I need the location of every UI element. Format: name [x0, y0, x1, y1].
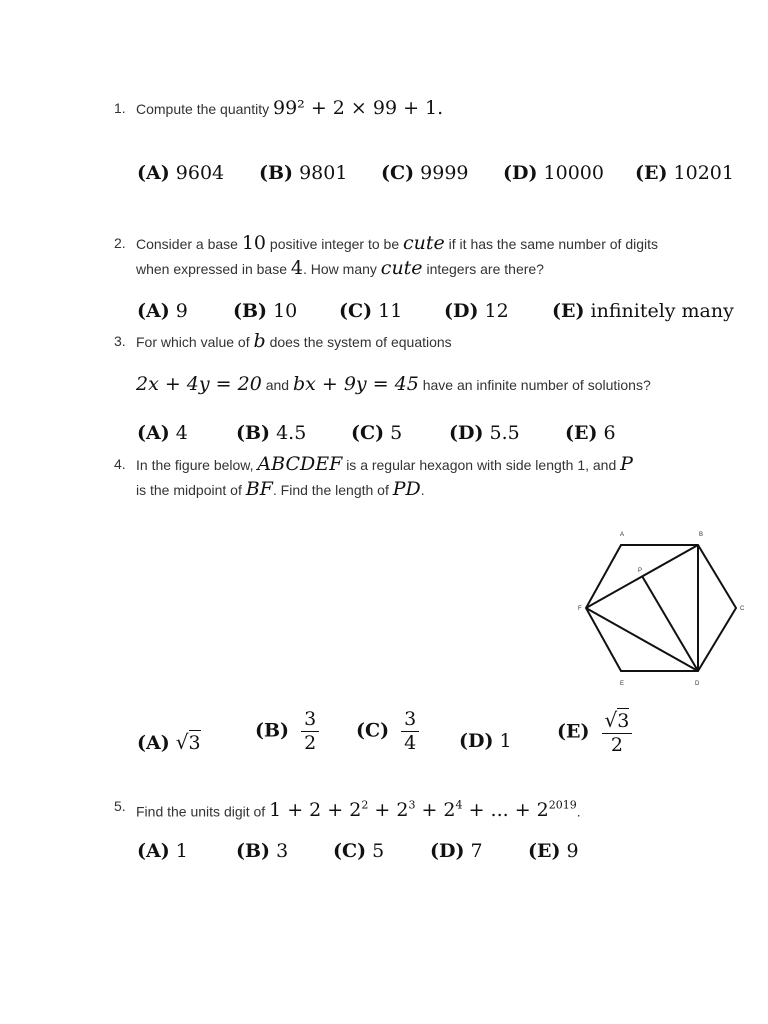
choice-value: 4.5 — [276, 422, 307, 444]
problem-math: 10 — [241, 232, 267, 254]
choice-c[interactable] — [381, 162, 469, 184]
radicand: 3 — [188, 732, 201, 754]
choice-value: 9604 — [175, 162, 225, 184]
problem-math: cute — [380, 257, 423, 279]
problem-number: 1. — [114, 100, 126, 116]
problem-5 — [114, 794, 734, 823]
choice-letter: (D) — [449, 422, 484, 444]
choice-letter: (C) — [356, 719, 390, 742]
choice-letter: (D) — [444, 300, 479, 322]
choice-b[interactable] — [236, 840, 288, 862]
math-part: + ... + 2 — [462, 799, 549, 822]
choice-value: 9 — [175, 300, 188, 322]
choice-letter: (E) — [528, 840, 561, 862]
math-part: 1 + 2 + 2 — [269, 799, 362, 822]
choice-value: 11 — [378, 300, 403, 322]
choice-letter: (D) — [430, 840, 465, 862]
numerator — [602, 710, 633, 734]
label-p: P — [638, 568, 643, 574]
choice-b[interactable] — [233, 300, 297, 322]
choice-letter: (C) — [381, 162, 415, 184]
choice-value: 12 — [484, 300, 509, 322]
choice-value: 5 — [372, 840, 385, 862]
problem-math: 99² + 2 × 99 + 1. — [272, 97, 444, 119]
choice-letter: (A) — [137, 422, 170, 444]
choice-letter: (E) — [552, 300, 585, 322]
choice-c[interactable] — [339, 300, 402, 322]
choice-d[interactable] — [444, 300, 509, 322]
choice-d[interactable] — [503, 162, 604, 184]
problem-math: P — [620, 453, 633, 475]
problem-text: Consider a base — [136, 236, 238, 252]
choice-a[interactable] — [137, 730, 201, 754]
choice-a[interactable] — [137, 300, 188, 322]
choice-value: 10000 — [543, 162, 604, 184]
choice-value: 3 — [276, 840, 289, 862]
denominator: 4 — [404, 732, 417, 754]
problem-text: . — [576, 803, 581, 820]
choice-letter: (B) — [236, 422, 271, 444]
connector-text: and — [265, 377, 290, 393]
problem-text: . — [420, 482, 425, 498]
choice-letter: (A) — [137, 732, 170, 754]
label-a: A — [620, 532, 625, 538]
choice-letter: (E) — [565, 422, 598, 444]
math-part: + 2 — [368, 799, 409, 822]
equation-1: 2x + 4y = 20 — [136, 373, 262, 395]
problem-number: 3. — [114, 333, 126, 349]
choice-e[interactable] — [635, 162, 734, 184]
choice-value: 4 — [175, 422, 188, 444]
choice-b[interactable] — [236, 422, 306, 444]
choice-letter: (C) — [333, 840, 367, 862]
problem-4 — [114, 452, 734, 502]
radical-sign: √ — [175, 730, 189, 754]
problem-statement — [136, 794, 734, 823]
choice-value: 9801 — [299, 162, 348, 184]
problem-3-equations — [114, 372, 734, 397]
choice-d[interactable] — [459, 730, 512, 752]
choice-e[interactable] — [565, 422, 616, 444]
problem-number: 4. — [114, 456, 126, 472]
problem-number: 5. — [114, 798, 126, 814]
choice-a[interactable] — [137, 422, 188, 444]
label-e: E — [620, 681, 625, 687]
choice-letter: (C) — [351, 422, 385, 444]
problem-math: BF — [245, 478, 273, 500]
problem-text: . Find the length of — [272, 482, 389, 498]
choice-letter: (B) — [259, 162, 294, 184]
choice-letter: (E) — [635, 162, 668, 184]
choice-a[interactable] — [137, 162, 224, 184]
problem-math — [269, 799, 577, 821]
segment-pd — [642, 576, 698, 671]
choice-c[interactable] — [356, 710, 419, 753]
problem-statement — [136, 329, 734, 354]
denominator: 2 — [304, 732, 317, 754]
choice-e[interactable] — [557, 710, 632, 755]
label-d: D — [695, 681, 700, 687]
numerator: 3 — [401, 710, 419, 732]
choice-letter: (B) — [236, 840, 271, 862]
problem-3 — [114, 329, 734, 354]
fraction — [401, 710, 419, 753]
choice-value: 5.5 — [489, 422, 520, 444]
exponent: 4 — [455, 799, 463, 812]
problem-math: PD — [392, 478, 421, 500]
problem-text: For which value of — [136, 334, 250, 350]
choice-value: 7 — [470, 840, 483, 862]
choice-letter: (C) — [339, 300, 373, 322]
hexagon-figure — [572, 524, 762, 694]
choice-value: 9 — [566, 840, 579, 862]
denominator: 2 — [610, 734, 623, 756]
choice-b[interactable] — [259, 162, 347, 184]
problem-text: when expressed in base — [136, 261, 287, 277]
problem-text: does the system of equations — [269, 334, 452, 350]
choice-letter: (B) — [233, 300, 268, 322]
problem-text: . How many — [302, 261, 377, 277]
problem-text: if it has the same number of digits — [448, 236, 658, 252]
choice-d[interactable] — [430, 840, 483, 862]
label-f: F — [578, 606, 582, 612]
choice-value: infinitely many — [590, 300, 734, 322]
radicand: 3 — [617, 710, 630, 732]
problem-text: have an infinite number of solutions? — [422, 377, 651, 393]
choice-letter: (B) — [255, 719, 290, 742]
choice-value: 10201 — [673, 162, 734, 184]
radical-sign: √ — [604, 708, 618, 732]
problem-math: 4 — [290, 257, 303, 279]
choice-value: 9999 — [420, 162, 469, 184]
choice-value: 1 — [175, 840, 188, 862]
choice-value: 1 — [499, 730, 512, 752]
problem-math: b — [253, 330, 266, 352]
problem-statement — [136, 96, 734, 121]
choice-c[interactable] — [333, 840, 384, 862]
problem-text: Compute the quantity — [136, 101, 270, 117]
problem-text: positive integer to be — [269, 236, 400, 252]
problem-text: Find the units digit of — [136, 803, 266, 820]
problem-statement — [136, 452, 734, 502]
exponent: 2019 — [548, 799, 577, 812]
problem-math: ABCDEF — [257, 453, 343, 475]
problem-2 — [114, 231, 734, 281]
problem-statement — [136, 231, 734, 281]
choice-letter: (E) — [557, 720, 590, 743]
choice-d[interactable] — [449, 422, 520, 444]
problem-text: is a regular hexagon with side length 1, and — [346, 457, 617, 473]
math-part: + 2 — [415, 799, 456, 822]
choice-b[interactable] — [255, 710, 319, 753]
problem-number: 2. — [114, 235, 126, 251]
choice-letter: (D) — [503, 162, 538, 184]
fraction — [602, 710, 633, 755]
choice-value: 6 — [603, 422, 616, 444]
choice-letter: (A) — [137, 840, 170, 862]
choice-value: 10 — [273, 300, 298, 322]
problem-math: cute — [403, 232, 445, 254]
choice-letter: (A) — [137, 300, 170, 322]
label-b: B — [699, 532, 704, 538]
label-c: C — [740, 606, 745, 612]
choice-letter: (A) — [137, 162, 170, 184]
exponent: 2 — [361, 799, 369, 812]
choice-value: 5 — [390, 422, 403, 444]
problem-text: is the midpoint of — [136, 482, 242, 498]
problem-1 — [114, 96, 734, 121]
equation-2: bx + 9y = 45 — [292, 373, 419, 395]
fraction — [301, 710, 319, 753]
choice-c[interactable] — [351, 422, 402, 444]
problem-text: integers are there? — [426, 261, 544, 277]
numerator: 3 — [301, 710, 319, 732]
choice-a[interactable] — [137, 840, 188, 862]
choice-e[interactable] — [552, 300, 734, 322]
exponent: 3 — [408, 799, 416, 812]
problem-text: In the figure below, — [136, 457, 254, 473]
choice-e[interactable] — [528, 840, 579, 862]
choice-letter: (D) — [459, 730, 494, 752]
